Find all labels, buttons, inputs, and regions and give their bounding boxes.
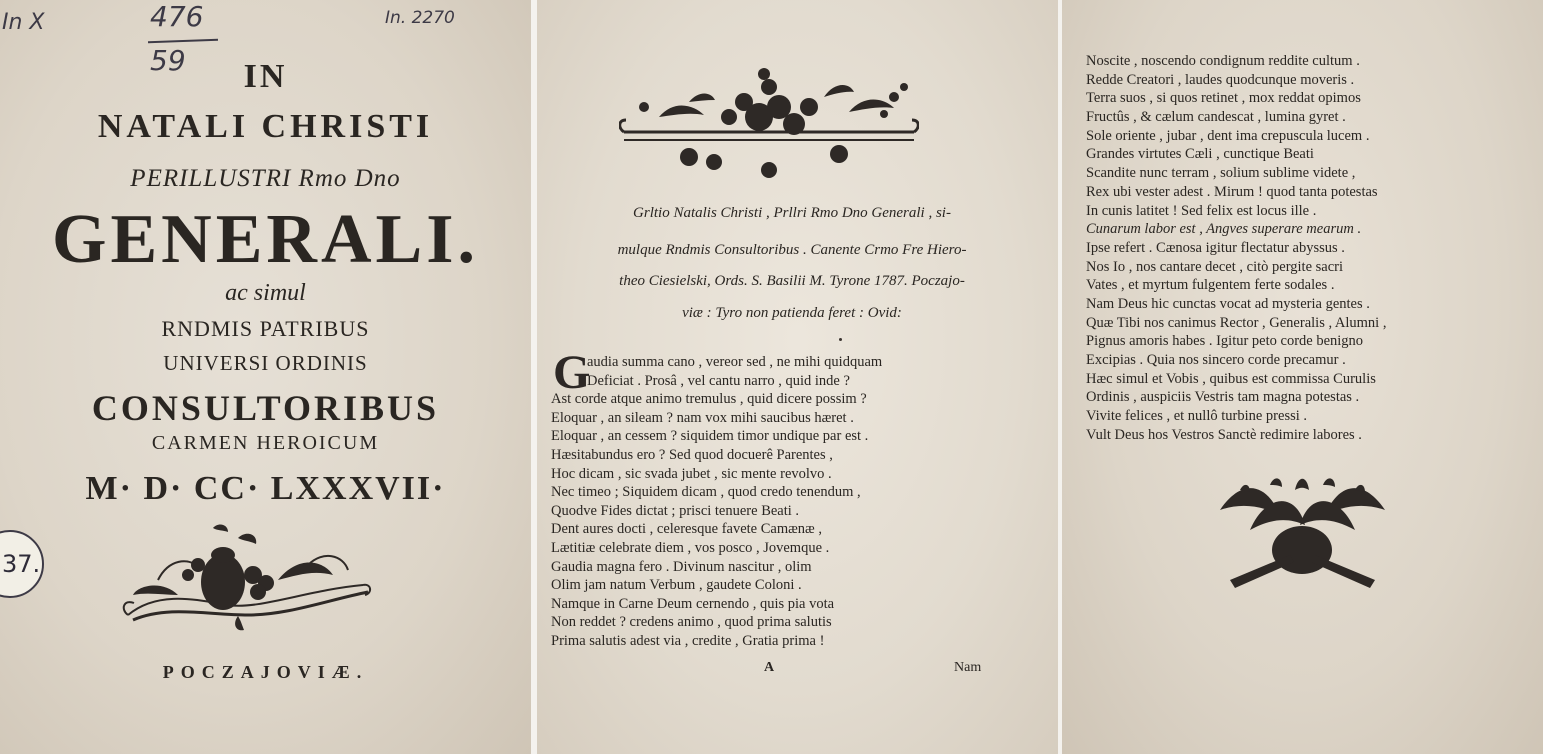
verse-line: Hæsitabundus ero ? Sed quod docuerê Parentes , [551, 446, 833, 463]
verse-line: Ast corde atque animo tremulus , quid dicere possim ? [551, 391, 867, 408]
verse-line: Nam Deus hic cunctas vocat ad mysteria gentes . [1086, 295, 1370, 312]
handwritten-fraction-line [148, 39, 218, 43]
dedication-line-4: viæ : Tyro non patienda feret : Ovid: [682, 305, 902, 321]
verse-line: Nec timeo ; Siquidem dicam , quod credo tenendum , [551, 484, 861, 501]
verse-line: Olim jam natum Verbum , gaudete Coloni . [551, 577, 802, 594]
title-line-rndmis: RNDMIS PATRIBUS [161, 316, 370, 341]
poem-page-two [1062, 0, 1543, 754]
verse-line: Redde Creatori , laudes quodcunque moveris . [1086, 71, 1355, 88]
verse-line: Namque in Carne Deum cernendo , quis pia vota [551, 595, 835, 612]
sticker-number: 37. [2, 550, 41, 578]
signature-mark: A [764, 660, 775, 675]
dedication-line-1: Grltio Natalis Christi , Prllri Rmo Dno Generali , si- [633, 205, 951, 221]
verse-line: Lætitiæ celebrate diem , vos posco , Jovemque . [551, 539, 830, 556]
verse-line: Hæc simul et Vobis , quibus est commissa Curulis [1086, 370, 1376, 387]
verse-line: Fructûs , & cælum candescat , lumina gyret . [1086, 109, 1346, 126]
verse-line: Vivite felices , et nullô turbine pressi . [1086, 408, 1308, 425]
verse-line: audia summa cano , vereor sed , ne mihi quidquam [587, 354, 883, 370]
verse-line: Grandes virtutes Cæli , cunctique Beati [1086, 146, 1314, 163]
verse-line: Sole oriente , jubar , dent ima crepuscula lucem . [1086, 127, 1370, 144]
poem-block-page-three [1086, 52, 1526, 444]
title-line-ac-simul: ac simul [225, 280, 306, 306]
catchword: Nam [954, 660, 982, 675]
title-line-generali: GENERALI. [52, 201, 479, 278]
verse-line: Cunarum labor est , Angves superare mearum . [1086, 221, 1362, 238]
verse-line: Nos Io , nos cantare decet , citò pergite sacri [1086, 258, 1344, 275]
title-line-in: IN [243, 58, 288, 95]
title-line-carmen: CARMEN HEROICUM [151, 432, 380, 454]
foliage-tailpiece [1210, 470, 1395, 595]
verse-line: Vult Deus hos Vestros Sanctè redimire labores . [1086, 426, 1362, 443]
verse-line: Deficiat . Prosâ , vel cantu narro , quid inde ? [587, 372, 850, 389]
verse-line: Dent aures docti , celeresque favete Camænæ , [551, 521, 822, 538]
dedication-line-3: theo Ciesielski, Ords. S. Basilii M. Tyrone 1787. Poczajo- [619, 273, 965, 289]
vase-fruit-scroll-ornament [118, 520, 378, 635]
verse-line: Rex ubi vester adest . Mirum ! quod tanta potestas [1086, 183, 1378, 200]
verse-line: Prima salutis adest via , credite , Gratia prima ! [551, 632, 825, 649]
title-line-perillustri: PERILLUSTRI Rmo Dno [130, 165, 401, 192]
verse-line: Quæ Tibi nos canimus Rector , Generalis , Alumni , [1086, 314, 1387, 331]
verse-line: Scandite nunc terram , solium sublime videte , [1086, 165, 1356, 182]
drop-cap: G [553, 346, 591, 399]
title-line-consultoribus: CONSULTORIBUS [91, 388, 440, 428]
title-page [0, 0, 531, 754]
verse-line: Excipias . Quia nos sincero corde precamur . [1086, 352, 1346, 368]
verse-line: Non reddet ? credens animo , quod prima salutis [551, 614, 832, 631]
verse-line: Quodve Fides dictat ; prisci tenuere Beati . [551, 502, 800, 519]
handwritten-mark: In X [2, 10, 45, 35]
verse-line: In cunis latitet ! Sed felix est locus ille . [1086, 202, 1317, 219]
verse-line: Ipse refert . Cænosa igitur flectatur abyssus . [1086, 239, 1345, 256]
poem-block-page-two [551, 346, 1001, 651]
handwritten-inventory-number: In. 2270 [385, 8, 455, 28]
verse-line: Vates , et myrtum fulgentem ferte sodales . [1086, 277, 1335, 294]
title-line-universi: UNIVERSI ORDINIS [163, 351, 368, 375]
floral-garland-headpiece [619, 62, 919, 184]
poem-page-one [537, 0, 1058, 754]
verse-line: Noscite , noscendo condignum reddite cultum . [1086, 53, 1360, 69]
title-line-natali: NATALI CHRISTI [97, 108, 434, 145]
handwritten-shelfmark-bottom: 59 [150, 44, 186, 77]
verse-line: Ordinis , auspiciis Vestris tam magna potestas . [1086, 389, 1360, 406]
dedication-line-2: mulque Rndmis Consultoribus . Canente Crmo Fre Hiero- [617, 242, 967, 258]
separator-dot [839, 338, 842, 341]
handwritten-shelfmark-top: 476 [150, 0, 204, 33]
verse-line: Terra suos , si quos retinet , mox reddat opimos [1086, 90, 1361, 107]
title-line-year: M· D· CC· LXXXVII· [85, 470, 446, 507]
verse-line: Eloquar , an cessem ? siquidem timor undique par est . [551, 428, 869, 445]
verse-line: Hoc dicam , sic svada jubet , sic mente revolvo . [551, 465, 832, 482]
library-sticker [0, 530, 44, 598]
imprint-place: POCZAJOVIÆ. [162, 662, 369, 682]
verse-line: Pignus amoris habes . Igitur peto corde benigno [1086, 333, 1364, 350]
verse-line: Gaudia magna fero . Divinum nascitur , olim [551, 558, 812, 575]
verse-line: Eloquar , an sileam ? nam vox mihi saucibus hæret . [551, 409, 854, 426]
